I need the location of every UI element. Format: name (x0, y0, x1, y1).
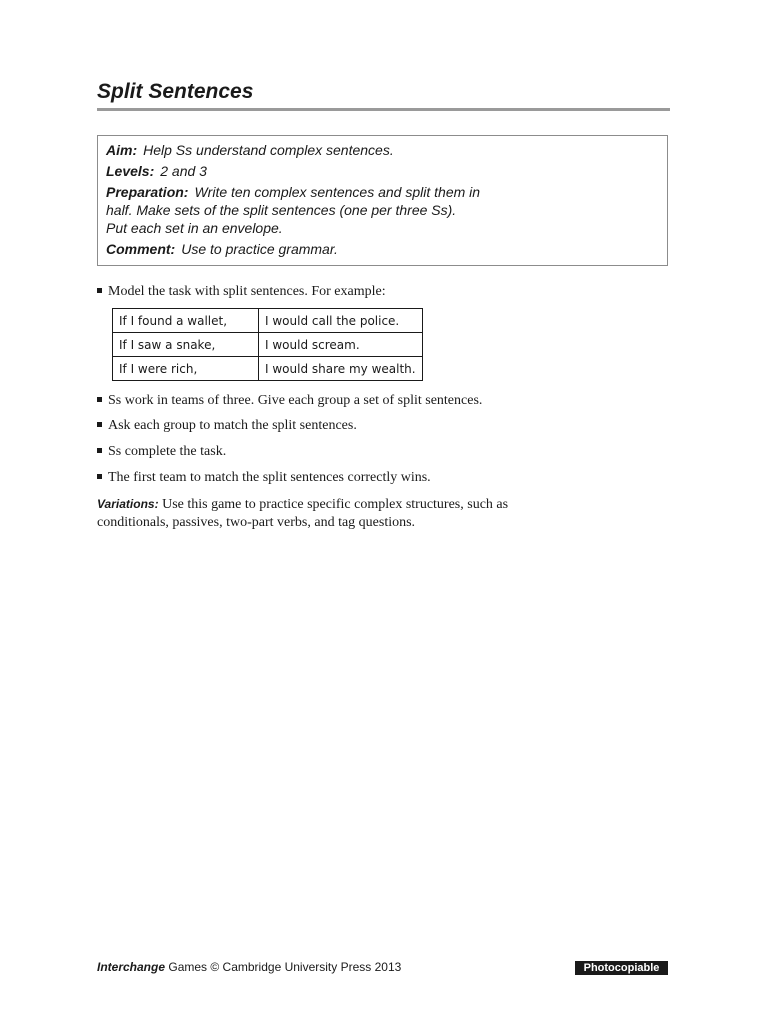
bullet-square-icon (97, 474, 102, 479)
sentence-second-half: I would scream. (259, 333, 423, 357)
footer-copyright: Games © Cambridge University Press 2013 (168, 960, 402, 974)
bullet-square-icon (97, 448, 102, 453)
variations-text: Use this game to practice specific complex structures, such as conditionals, passives, two-part verbs, and tag questions. (97, 497, 509, 530)
sentence-first-half: If I saw a snake, (113, 333, 259, 357)
bullet-item (97, 469, 431, 487)
aim-label: Aim: (106, 142, 138, 158)
variations-label: Variations: (97, 497, 159, 511)
bullet-item (97, 283, 386, 301)
aim-row (106, 141, 657, 159)
bullet-square-icon (97, 422, 102, 427)
table-row (113, 309, 423, 333)
bullet-text: The first team to match the split sentences correctly wins. (108, 470, 431, 485)
activity-info-box (97, 135, 668, 266)
preparation-label: Preparation: (106, 184, 189, 200)
bullet-text: Ss complete the task. (108, 444, 227, 459)
variations-note (97, 495, 537, 532)
table-row (113, 357, 423, 381)
sentence-first-half: If I found a wallet, (113, 309, 259, 333)
bullet-text: Ask each group to match the split sentences. (108, 418, 357, 433)
bullet-text: Ss work in teams of three. Give each group a set of split sentences. (108, 393, 483, 408)
bullet-item (97, 417, 357, 435)
sentence-first-half: If I were rich, (113, 357, 259, 381)
example-sentences-table (112, 308, 423, 381)
bullet-item (97, 392, 482, 410)
bullet-item (97, 443, 226, 461)
sentence-second-half: I would share my wealth. (259, 357, 423, 381)
footer-brand: Interchange (97, 960, 166, 974)
bullet-square-icon (97, 288, 102, 293)
table-row (113, 333, 423, 357)
title-divider (97, 108, 670, 111)
comment-row (106, 240, 657, 258)
comment-label: Comment: (106, 241, 176, 257)
photocopiable-badge: Photocopiable (575, 961, 668, 975)
levels-row (106, 162, 657, 180)
page-title: Split Sentences (97, 80, 254, 103)
levels-text: 2 and 3 (160, 163, 207, 179)
aim-text: Help Ss understand complex sentences. (143, 142, 394, 158)
preparation-text: half. Make sets of the split sentences (one per three Ss). (106, 202, 457, 218)
bullet-square-icon (97, 397, 102, 402)
preparation-text: Put each set in an envelope. (106, 220, 283, 236)
sentence-second-half: I would call the police. (259, 309, 423, 333)
preparation-line (106, 183, 657, 201)
preparation-row (106, 183, 657, 237)
bullet-text: Model the task with split sentences. For example: (108, 284, 386, 299)
preparation-text: Write ten complex sentences and split them in (194, 184, 481, 200)
footer (97, 960, 401, 974)
levels-label: Levels: (106, 163, 155, 179)
comment-text: Use to practice grammar. (181, 241, 338, 257)
